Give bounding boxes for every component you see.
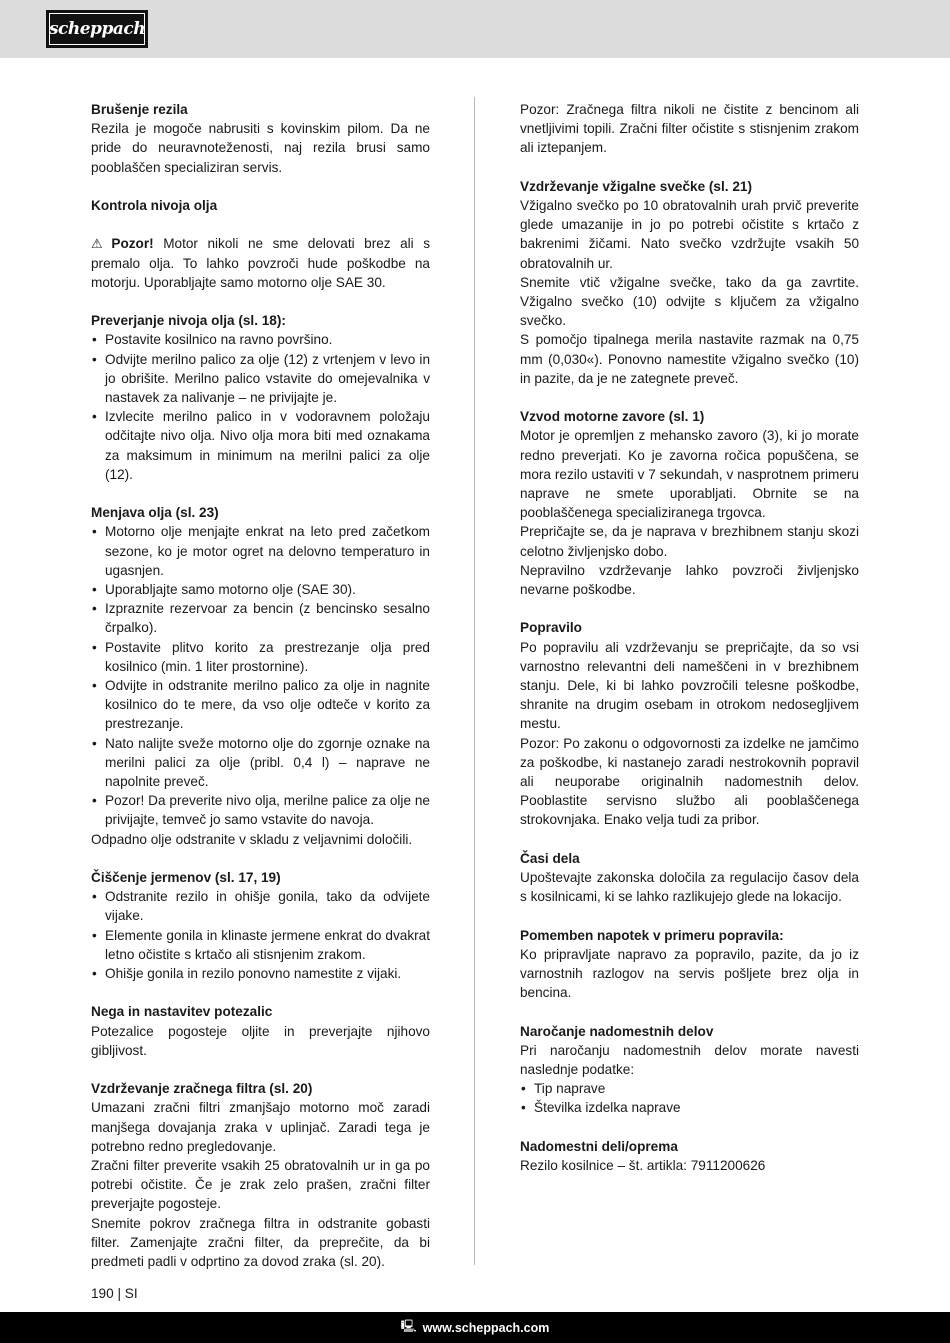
right-column: [520, 100, 859, 1194]
warning-text: Motor nikoli ne sme delovati brez ali s premalo olja. To lahko povzroči hude poškodbe na motorju. Uporabljajte samo motorno olje SAE 30.: [91, 236, 430, 290]
warning-label: Pozor!: [111, 236, 154, 252]
list-item: • Izvlecite merilno palico in v vodoravnem položaju odčitajte nivo olja. Nivo olja mora biti med oznakama za maksimum in minimum na merilni palici za olje (12).: [91, 407, 430, 484]
list-item: • Elemente gonila in klinaste jermene enkrat do dvakrat letno očistite s krtačo ali stisnjenim zrakom.: [91, 926, 430, 964]
bullet-list: [91, 330, 430, 484]
air-filter-warning: Pozor: Zračnega filtra nikoli ne čistite z bencinom ali vnetljivimi topili. Zračni filter očistite s stisnjenim zrakom ali iztepanjem.: [520, 102, 859, 156]
section-blade-sharpening: [91, 100, 430, 177]
section-text: Motor je opremljen z mehansko zavoro (3), ki jo morate redno preverjati. Ko je zavorna ročica popuščena, se mora rezilo ustaviti v 7 sekundah, v nasprotnem primeru naprave ne smete uporabljati. Obrnite se na pooblaščenega specializiranega trgovca.: [520, 428, 859, 521]
section-oil-check: [91, 311, 430, 484]
list-item: • Tip naprave: [520, 1079, 859, 1098]
section-heading: Nadomestni deli/oprema: [520, 1138, 678, 1154]
section-oil-change: [91, 503, 430, 849]
brand-logo: [46, 10, 148, 48]
list-item: • Motorno olje menjajte enkrat na leto pred začetkom sezone, ko je motor ogret na delovno temperaturo in ugasnjen.: [91, 522, 430, 580]
section-text: Ko pripravljate napravo za popravilo, pazite, da jo iz varnostnih razlogov na servis pošljete brez olja in bencina.: [520, 946, 859, 1001]
section-oil-level-control: [91, 196, 430, 215]
list-item: • Izpraznite rezervoar za bencin (z bencinsko sesalno črpalko).: [91, 599, 430, 637]
section-heading: Naročanje nadomestnih delov: [520, 1023, 714, 1039]
section-heading: Časi dela: [520, 850, 580, 866]
section-text: Upoštevajte zakonska določila za regulacijo časov dela s kosilnicami, ki se lahko razlikujejo glede na lokacijo.: [520, 870, 859, 905]
section-text: S pomočjo tipalnega merila nastavite razmak na 0,75 mm (0,030«). Ponovno namestite vžigalno svečko (10) in pazite, da je ne zategnete preveč.: [520, 332, 859, 386]
section-heading: Preverjanje nivoja olja (sl. 18):: [91, 313, 286, 329]
section-repair-note: [520, 926, 859, 1003]
list-item: • Številka izdelka naprave: [520, 1098, 859, 1117]
page-number: 190 | SI: [91, 1286, 138, 1301]
section-text: Snemite vtič vžigalne svečke, tako da ga zavrtite. Vžigalno svečko (10) odvijte s ključem za vžigalno svečko.: [520, 274, 859, 329]
bullet-list: [91, 887, 430, 983]
section-repair: [520, 618, 859, 829]
page-header: [0, 0, 950, 58]
bullet-list: [520, 1079, 859, 1117]
list-item: • Nato nalijte sveže motorno olje do zgornje oznake na merilni palici za olje (pribl. 0,4 l) – naprave ne napolnite preveč.: [91, 734, 430, 792]
list-item: • Postavite plitvo korito za prestrezanje olja pred kosilnico (min. 1 liter prostornine).: [91, 638, 430, 676]
list-item: • Pozor! Da preverite nivo olja, merilne palice za olje ne privijajte, temveč jo samo vstavite do navoja.: [91, 791, 430, 829]
website-link[interactable]: www.scheppach.com: [422, 1320, 550, 1335]
section-text: Po popravilu ali vzdrževanju se prepričajte, da so vsi varnostno relevantni deli nameščeni in v brezhibnem stanju. Dele, ki bi lahko povzročili telesne poškodbe, shranite na drugim osebam in otrokom nedosegljivem mestu.: [520, 639, 859, 732]
section-heading: Čiščenje jermenov (sl. 17, 19): [91, 870, 281, 886]
section-text: Vžigalno svečko po 10 obratovalnih urah prvič preverite glede umazanije in jo po potrebi očistite s krtačo z bakrenimi žičami. Nato svečko vzdržujte vsakih 50 obratovalnih ur.: [520, 198, 859, 271]
section-text: Nepravilno vzdrževanje lahko povzroči življenjsko nevarne poškodbe.: [520, 562, 859, 598]
section-heading: Nega in nastavitev potezalic: [91, 1004, 273, 1020]
list-item: • Ohišje gonila in rezilo ponovno namestite z vijaki.: [91, 964, 430, 983]
bullet-list: [91, 522, 430, 829]
section-heading: Vzvod motorne zavore (sl. 1): [520, 409, 705, 425]
section-spare-parts-ordering: [520, 1022, 859, 1118]
list-item: • Odstranite rezilo in ohišje gonila, tako da odvijete vijake.: [91, 887, 430, 925]
section-text: Odpadno olje odstranite v skladu z veljavnimi določili.: [91, 831, 413, 847]
list-item: • Postavite kosilnico na ravno površino.: [91, 330, 430, 349]
section-text: Potezalice pogosteje oljite in preverjajte njihovo gibljivost.: [91, 1023, 430, 1058]
section-text: Snemite pokrov zračnega filtra in odstranite gobasti filter. Zamenjajte zračni filter, da preprečite, da bi predmeti padli v odprtino za dovod zraka (sl. 20).: [91, 1215, 430, 1270]
computer-icon: 🖳: [400, 1319, 417, 1333]
left-column: [91, 100, 430, 1290]
section-text: Umazani zračni filtri zmanjšajo motorno moč zaradi manjšega dovajanja zraka v uplinjač. Zaradi tega je potrebno redno pregledovanje.: [91, 1100, 430, 1154]
section-air-filter: [91, 1079, 430, 1271]
section-heading: Kontrola nivoja olja: [91, 198, 218, 213]
section-spare-parts: [520, 1137, 859, 1175]
section-text: Rezilo kosilnice – št. artikla: 7911200626: [520, 1158, 766, 1174]
section-text: Pri naročanju nadomestnih delov morate navesti naslednje podatke:: [520, 1042, 859, 1078]
page-footer: [0, 1312, 950, 1343]
section-text: Prepričajte se, da je naprava v brezhibnem stanju skozi celotno življenjsko dobo.: [520, 524, 859, 559]
list-item: • Uporabljajte samo motorno olje (SAE 30).: [91, 580, 430, 599]
section-text: Zračni filter preverite vsakih 25 obratovalnih ur in ga po potrebi očistite. Če je zrak zelo prašen, zračni filter preverjajte pogosteje.: [91, 1158, 430, 1212]
logo-text: scheppach: [49, 13, 145, 45]
section-heading: Brušenje rezila: [91, 102, 188, 117]
section-spark-plug: [520, 177, 859, 388]
section-heading: Vzdrževanje vžigalne svečke (sl. 21): [520, 178, 752, 194]
section-working-hours: [520, 849, 859, 907]
section-heading: Popravilo: [520, 620, 582, 636]
section-brake-lever: [520, 407, 859, 599]
list-item: • Odvijte in odstranite merilno palico za olje in nagnite kosilnico do te mere, da vso olje odteče v korito za prestrezanje.: [91, 676, 430, 734]
list-item: • Odvijte merilno palico za olje (12) z vrtenjem v levo in jo obrišite. Merilno palico vstavite do omejevalnika v nastavek za nalivanje – ne privijajte je.: [91, 350, 430, 408]
oil-warning: [91, 234, 430, 292]
section-text: Rezila je mogoče nabrusiti s kovinskim pilom. Da ne pride do neuravnoteženosti, naj rezila brusi samo pooblaščen specializiran servis.: [91, 121, 430, 175]
section-belt-cleaning: [91, 868, 430, 983]
section-heading: Vzdrževanje zračnega filtra (sl. 20): [91, 1081, 313, 1097]
column-divider: [474, 97, 475, 1265]
section-heading: Pomemben napotek v primeru popravila:: [520, 927, 784, 943]
section-cable-care: [91, 1002, 430, 1060]
section-text: Pozor: Po zakonu o odgovornosti za izdelke ne jamčimo za poškodbe, ki nastanejo zaradi nestrokovnih popravil ali neuporabe originalnih nadomestnih delov. Pooblastite servisno službo ali pooblaščenega strokovnjaka. Enako velja tudi za pribor.: [520, 735, 859, 828]
warning-icon: ⚠: [91, 236, 109, 252]
section-heading: Menjava olja (sl. 23): [91, 505, 219, 521]
